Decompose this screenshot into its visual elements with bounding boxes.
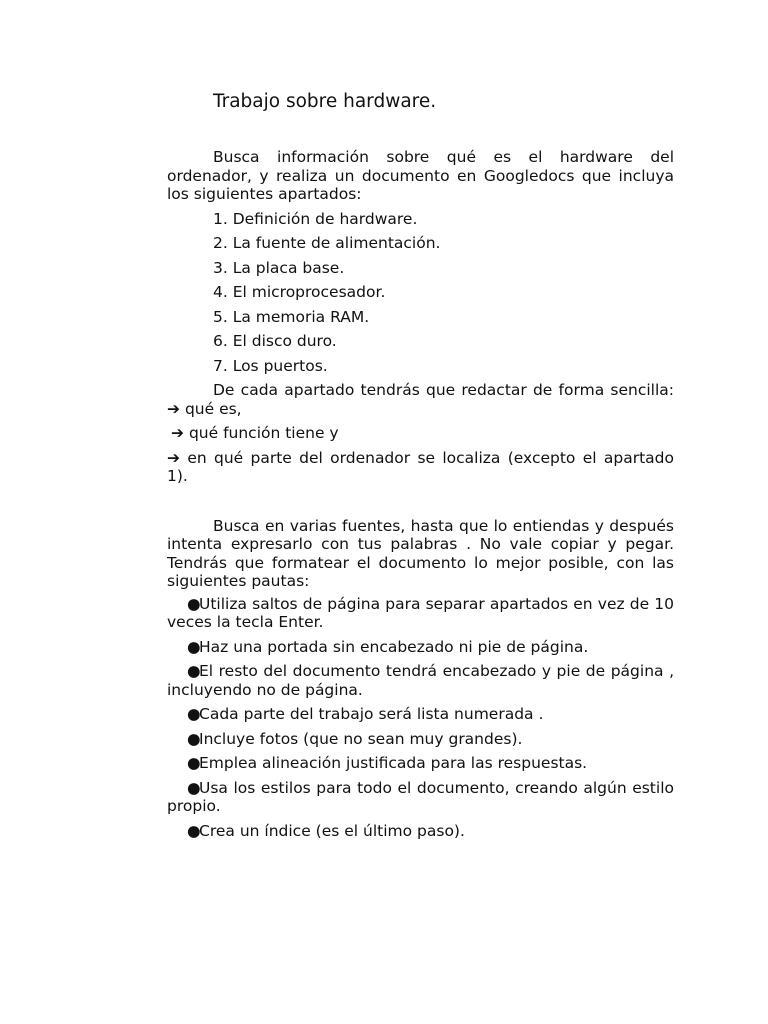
section-item: 5. La memoria RAM. [213, 307, 370, 326]
guideline-text: Cada parte del trabajo será lista numerada . [199, 705, 544, 723]
section-item: 4. El microprocesador. [213, 283, 386, 301]
arrow-point-line [167, 449, 674, 486]
guideline-text: Crea un índice (es el último paso). [199, 821, 465, 840]
bullet-icon: ● [187, 637, 201, 656]
guideline-text: Usa los estilos para todo el documento, creando algún estilo propio. [167, 778, 674, 815]
arrow-icon: ➔ [171, 424, 184, 442]
guideline-item [167, 754, 674, 773]
arrow-point-line [167, 424, 674, 443]
guideline-item [167, 730, 674, 749]
bullet-icon: ● [187, 778, 201, 797]
section-item: 7. Los puertos. [213, 356, 328, 375]
document-page [167, 90, 674, 840]
guideline-text: Haz una portada sin encabezado ni pie de página. [199, 637, 589, 656]
guideline-text: Incluye fotos (que no sean muy grandes). [199, 729, 523, 748]
guidelines-list [167, 595, 674, 841]
section-item: 2. La fuente de alimentación. [213, 234, 441, 252]
section-item: 3. La placa base. [213, 258, 345, 277]
guideline-item [167, 779, 674, 816]
second-paragraph: Busca en varias fuentes, hasta que lo entiendas y después intenta expresarlo con tus palabras . No vale copiar y pegar. Tendrás que formatear el documento lo mejor posible, con las siguientes pautas: [167, 516, 674, 590]
intro-paragraph: Busca información sobre qué es el hardware del ordenador, y realiza un documento en Googledocs que incluya los siguientes apartados: [167, 148, 674, 203]
guideline-item [167, 705, 674, 724]
instruction-point: en qué parte del ordenador se localiza (excepto el apartado 1). [167, 448, 674, 485]
guideline-item [167, 822, 674, 841]
guideline-item [167, 595, 674, 632]
paragraph-spacer [167, 486, 674, 517]
section-item: 6. El disco duro. [213, 332, 337, 350]
bullet-icon: ● [187, 705, 201, 723]
bullet-icon: ● [187, 729, 201, 748]
instruction-point: qué es, [184, 399, 242, 418]
guideline-text: Emplea alineación justificada para las respuestas. [199, 754, 588, 772]
bullet-icon: ● [187, 821, 201, 840]
instructions-paragraph [167, 381, 674, 418]
arrow-icon: ➔ [167, 399, 180, 418]
section-item: 1. Definición de hardware. [213, 209, 418, 228]
guideline-text: El resto del documento tendrá encabezado y pie de página , incluyendo no de página. [167, 662, 674, 699]
bullet-icon: ● [187, 662, 201, 680]
bullet-icon: ● [187, 594, 201, 613]
guideline-item [167, 638, 674, 657]
bullet-icon: ● [187, 754, 201, 772]
guideline-text: Utiliza saltos de página para separar apartados en vez de 10 veces la tecla Enter. [167, 594, 674, 631]
arrow-icon: ➔ [167, 448, 180, 467]
sections-list [167, 210, 674, 376]
instruction-point: qué función tiene y [188, 424, 339, 442]
guideline-item [167, 662, 674, 699]
instructions-text: De cada apartado tendrás que redactar de forma sencilla: [213, 381, 674, 399]
document-title: Trabajo sobre hardware. [213, 91, 437, 112]
